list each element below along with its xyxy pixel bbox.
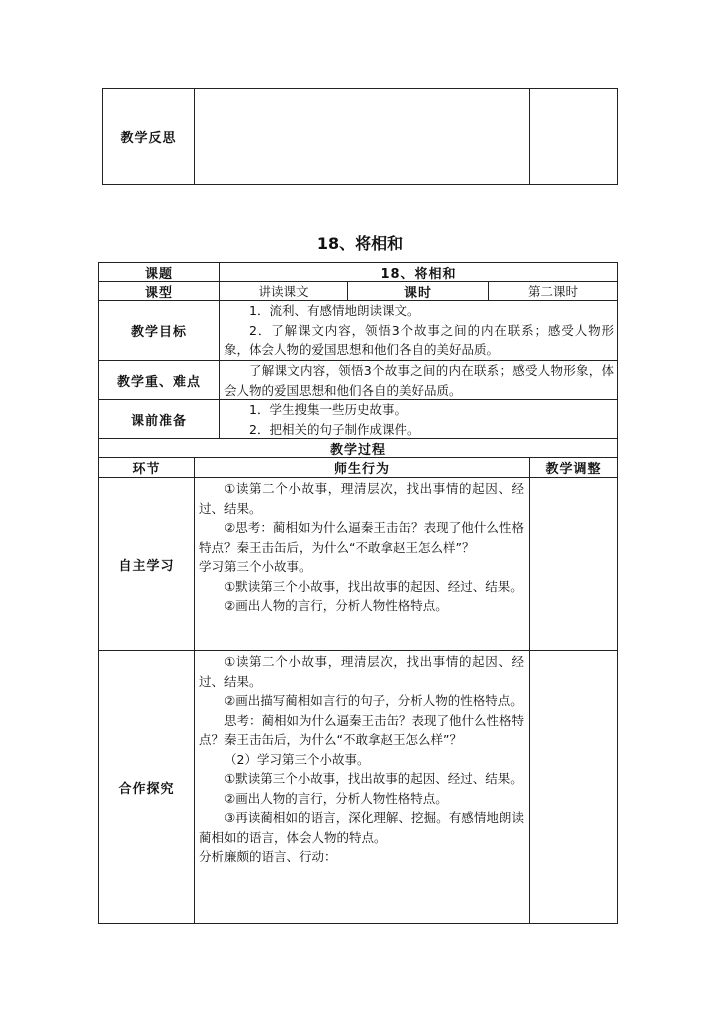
key-points-label: 教学重、难点 (116, 374, 201, 390)
prep-label: 课前准备 (130, 413, 187, 429)
goal-item: 2．了解课文内容，领悟3个故事之间的内在联系；感受人物形象，体会人物的爱国思想和他们各自的美好品质。 (224, 322, 614, 357)
action-line: ①默读第三个小故事，找出故事的起因、经过、结果。 (224, 578, 523, 594)
action-line: ②思考：蔺相如为什么逼秦王击缶？表现了他什么性格特点？秦王击缶后，为什么“不敢拿赵王怎么样”？ (199, 520, 524, 555)
goals-content (224, 301, 614, 360)
action-line: ①读第二个小故事，理清层次，找出事情的起因、经过、结果。 (199, 481, 524, 516)
goal-item: 1．流利、有感情地朗读课文。 (249, 303, 420, 318)
stage-self-study: 自主学习 (118, 558, 175, 574)
type-value: 讲读课文 (258, 284, 309, 299)
prep-content (224, 400, 614, 439)
key-points-text: 了解课文内容，领悟3个故事之间的内在联系；感受人物形象，体会人物的爱国思想和他们各自的美好品质。 (224, 363, 614, 398)
action-line: ②画出人物的言行，分析人物性格特点。 (224, 598, 448, 613)
type-label: 课型 (144, 285, 173, 301)
reflection-label: 教学反思 (120, 131, 177, 146)
col-action-header: 师生行为 (333, 462, 390, 477)
col-adjust-header: 教学调整 (545, 462, 602, 477)
prep-item: 2．把相关的句子制作成课件。 (249, 421, 420, 437)
period-value: 第二课时 (527, 284, 578, 299)
stage-cooperative: 合作探究 (118, 781, 175, 797)
action-line: ②画出描写蔺相如言行的句子，分析人物的性格特点。 (224, 693, 523, 708)
action-line: ②画出人物的言行，分析人物性格特点。 (224, 790, 448, 806)
cooperative-content (199, 652, 524, 867)
period-label: 课时 (403, 285, 432, 301)
subject-value: 18、将相和 (380, 266, 457, 282)
reflection-content-cell (195, 89, 529, 184)
subject-label: 课题 (144, 266, 173, 282)
action-line: 分析廉颇的语言、行动： (199, 849, 337, 864)
action-line: ③再读蔺相如的语言，深化理解、挖掘。有感情地朗读蔺相如的语言，体会人物的特点。 (199, 810, 524, 845)
process-header: 教学过程 (329, 442, 386, 458)
action-line: （2）学习第三个小故事。 (224, 751, 370, 767)
action-line: 学习第三个小故事。 (199, 559, 312, 574)
self-study-content (199, 479, 524, 616)
col-stage-header: 环节 (132, 462, 161, 477)
reflection-adjust-cell (530, 89, 617, 184)
action-line: ①读第二个小故事，理清层次，找出事情的起因、经过、结果。 (199, 654, 524, 689)
lesson-title: 18、将相和 (316, 234, 404, 253)
prep-item: 1．学生搜集一些历史故事。 (249, 402, 407, 417)
action-line: 思考：蔺相如为什么逼秦王击缶？表现了他什么性格特点？秦王击缶后，为什么“不敢拿赵王怎么样”？ (199, 712, 525, 747)
key-points-content (224, 361, 614, 400)
goals-label: 教学目标 (130, 325, 187, 340)
action-line: ①默读第三个小故事，找出故事的起因、经过、结果。 (224, 771, 523, 786)
